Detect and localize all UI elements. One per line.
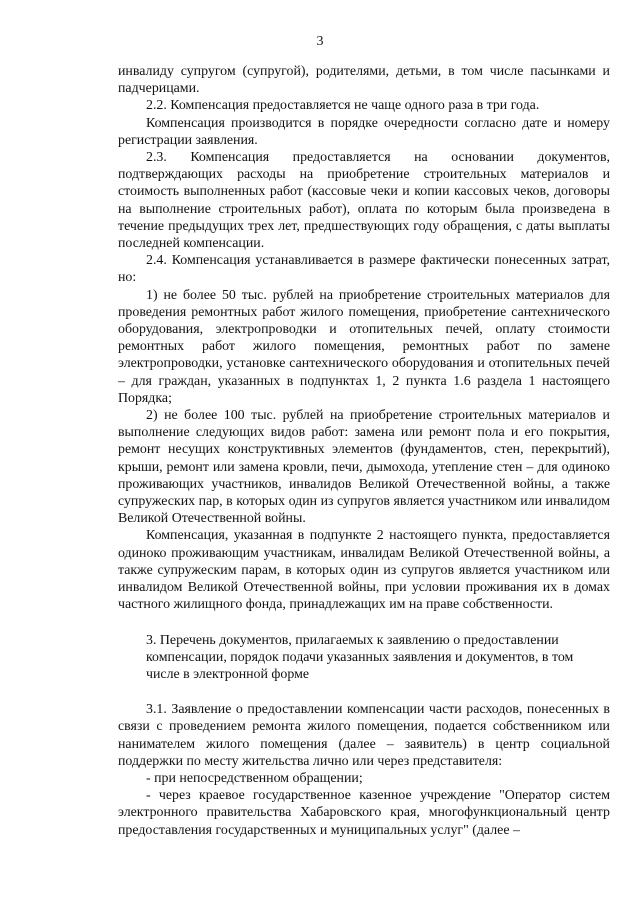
paragraph-item-1: 1) не более 50 тыс. рублей на приобретение строительных материалов для проведения ремонтных работ жилого помещения, приобретение сантехнического оборудования, электропроводки и отопительных печей, оплату стоимости ремонтных работ жилого помещения, ремонтных работ по замене электропроводки, установке сантехнического оборудования и отопительных печей – для граждан, указанных в подпунктах 1, 2 пункта 1.6 раздела 1 настоящего Порядка;	[118, 287, 610, 406]
paragraph-item-2: 2) не более 100 тыс. рублей на приобретение строительных материалов и выполнение следующих видов работ: замена или ремонт пола и его покрытия, ремонт несущих конструктивных элементов (фундаментов, стен, перекрытий), крыши, ремонт или замена кровли, печи, дымохода, утепление стен – для одиноко проживающих участников, инвалидов Великой Отечественной войны, а также супружеских пар, в которых один из супругов является участником или инвалидом Великой Отечественной войны.	[118, 408, 610, 527]
paragraph-compensation-conditions: Компенсация, указанная в подпункте 2 настоящего пункта, предоставляется одиноко проживающим участникам, инвалидам Великой Отечественной войны, а также супружеским парам, в которых один из супругов является участником или инвалидом Великой Отечественной войны, при условии проживания их в домах частного жилищного фонда, принадлежащих им на праве собственности.	[118, 528, 610, 613]
paragraph-2-3: 2.3. Компенсация предоставляется на основании документов, подтверждающих расходы на приобретение строительных материалов и стоимость выполненных работ (кассовые чеки и копии кассовых чеков, договоры на выполнение строительных работ), оплата по которым была произведена в течение предыдущих трех лет, предшествующих году обращения, с даты выплаты последней компенсации.	[118, 150, 610, 252]
paragraph-2-4: 2.4. Компенсация устанавливается в размере фактически понесенных затрат, но:	[118, 253, 610, 286]
paragraph-continuation: инвалиду супругом (супругой), родителями, детьми, в том числе пасынками и падчерицами.	[118, 64, 610, 97]
list-item-mfc: - через краевое государственное казенное учреждение "Оператор систем электронного правительства Хабаровского края, многофункциональный центр предоставления государственных и муниципальных услуг" (далее –	[118, 788, 610, 838]
list-item-direct: - при непосредственном обращении;	[146, 770, 363, 786]
page-number: 3	[316, 34, 324, 49]
document-body	[118, 63, 610, 839]
section-3-heading: 3. Перечень документов, прилагаемых к заявлению о предоставлении компенсации, порядок подачи указанных заявления и документов, в том числе в электронной форме	[146, 632, 574, 682]
paragraph-3-1: 3.1. Заявление о предоставлении компенсации части расходов, понесенных в связи с проведением ремонта жилого помещения, подается собственником или нанимателем жилого помещения (далее – заявитель) в центр социальной поддержки по месту жительства лично или через представителя:	[118, 702, 610, 769]
paragraph-compensation-order: Компенсация производится в порядке очередности согласно дате и номеру регистрации заявления.	[118, 115, 610, 148]
paragraph-2-2: 2.2. Компенсация предоставляется не чаще одного раза в три года.	[146, 98, 540, 114]
